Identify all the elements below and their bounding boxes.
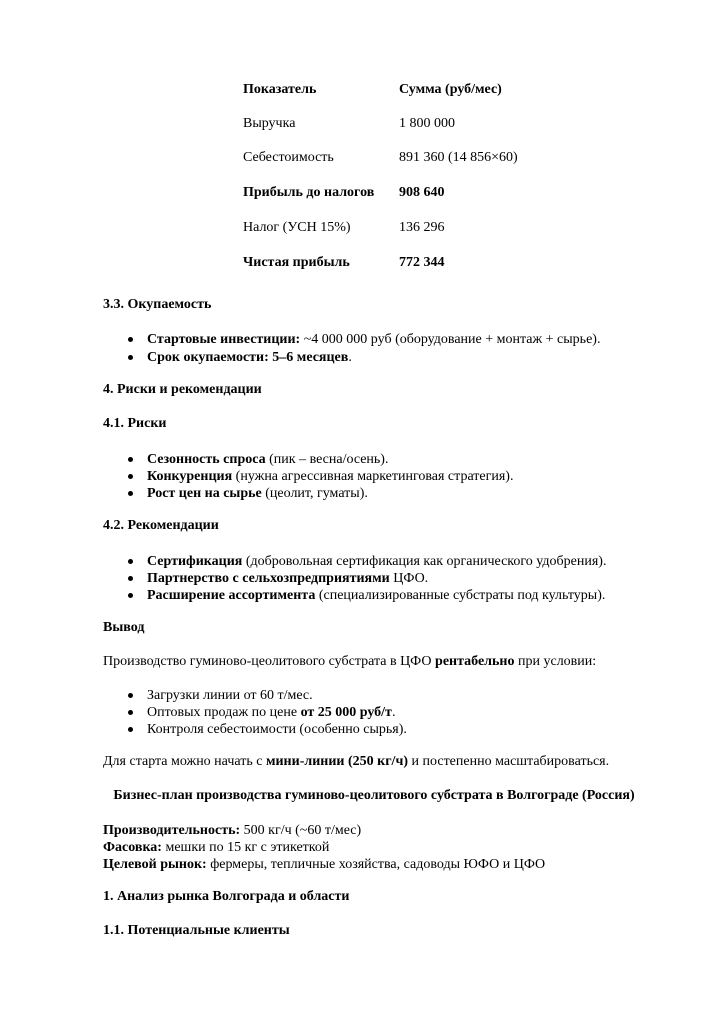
section-heading-risks: 4.1. Риски [103,416,167,431]
list-item: Партнерство с сельхозпредприятиями ЦФО. [147,571,429,586]
table-row-label: Чистая прибыль [243,255,350,270]
table-row-value: 136 296 [399,220,445,235]
table-row-label: Прибыль до налогов [243,185,375,200]
bullet-icon [128,693,133,698]
table-row-value: 891 360 (14 856×60) [399,150,518,165]
bullet-icon [128,593,133,598]
plan-property: Фасовка: мешки по 15 кг с этикеткой [103,840,330,855]
bullet-icon [128,337,133,342]
table-row-value: 908 640 [399,185,445,200]
table-header-indicator: Показатель [243,82,317,97]
section-heading-market-analysis: 1. Анализ рынка Волгограда и области [103,889,350,904]
list-item: Стартовые инвестиции: ~4 000 000 руб (оборудование + монтаж + сырье). [147,332,601,347]
conclusion-paragraph: Производство гуминово-цеолитового субстрата в ЦФО рентабельно при условии: [103,654,597,669]
section-heading-conclusion: Вывод [103,620,145,635]
business-plan-title: Бизнес-план производства гуминово-цеолитового субстрата в Волгограде (Россия) [113,788,635,803]
list-item: Расширение ассортимента (специализированные субстраты под культуры). [147,588,606,603]
list-item: Оптовых продаж по цене от 25 000 руб/т. [147,705,396,720]
list-item: Рост цен на сырье (цеолит, гуматы). [147,486,368,501]
bullet-icon [128,576,133,581]
plan-property: Целевой рынок: фермеры, тепличные хозяйства, садоводы ЮФО и ЦФО [103,857,546,872]
table-row-label: Налог (УСН 15%) [243,220,351,235]
table-row-value: 1 800 000 [399,116,455,131]
bullet-icon [128,355,133,360]
list-item: Конкуренция (нужна агрессивная маркетинговая стратегия). [147,469,514,484]
section-heading-recommendations: 4.2. Рекомендации [103,518,219,533]
table-header-amount: Сумма (руб/мес) [399,82,502,97]
table-row-label: Выручка [243,116,296,131]
bullet-icon [128,491,133,496]
list-item: Сезонность спроса (пик – весна/осень). [147,452,389,467]
list-item: Сертификация (добровольная сертификация как органического удобрения). [147,554,607,569]
section-heading-payback: 3.3. Окупаемость [103,297,212,312]
bullet-icon [128,559,133,564]
section-heading-potential-clients: 1.1. Потенциальные клиенты [103,923,290,938]
bullet-icon [128,457,133,462]
bullet-icon [128,710,133,715]
conclusion-final-paragraph: Для старта можно начать с мини-линии (250 кг/ч) и постепенно масштабироваться. [103,754,610,769]
plan-property: Производительность: 500 кг/ч (~60 т/мес) [103,823,362,838]
list-item: Загрузки линии от 60 т/мес. [147,688,313,703]
bullet-icon [128,474,133,479]
bullet-icon [128,727,133,732]
table-row-value: 772 344 [399,255,445,270]
section-heading-risks-recommendations: 4. Риски и рекомендации [103,382,262,397]
list-item: Контроля себестоимости (особенно сырья). [147,722,407,737]
table-row-label: Себестоимость [243,150,334,165]
list-item: Срок окупаемости: 5–6 месяцев. [147,350,352,365]
